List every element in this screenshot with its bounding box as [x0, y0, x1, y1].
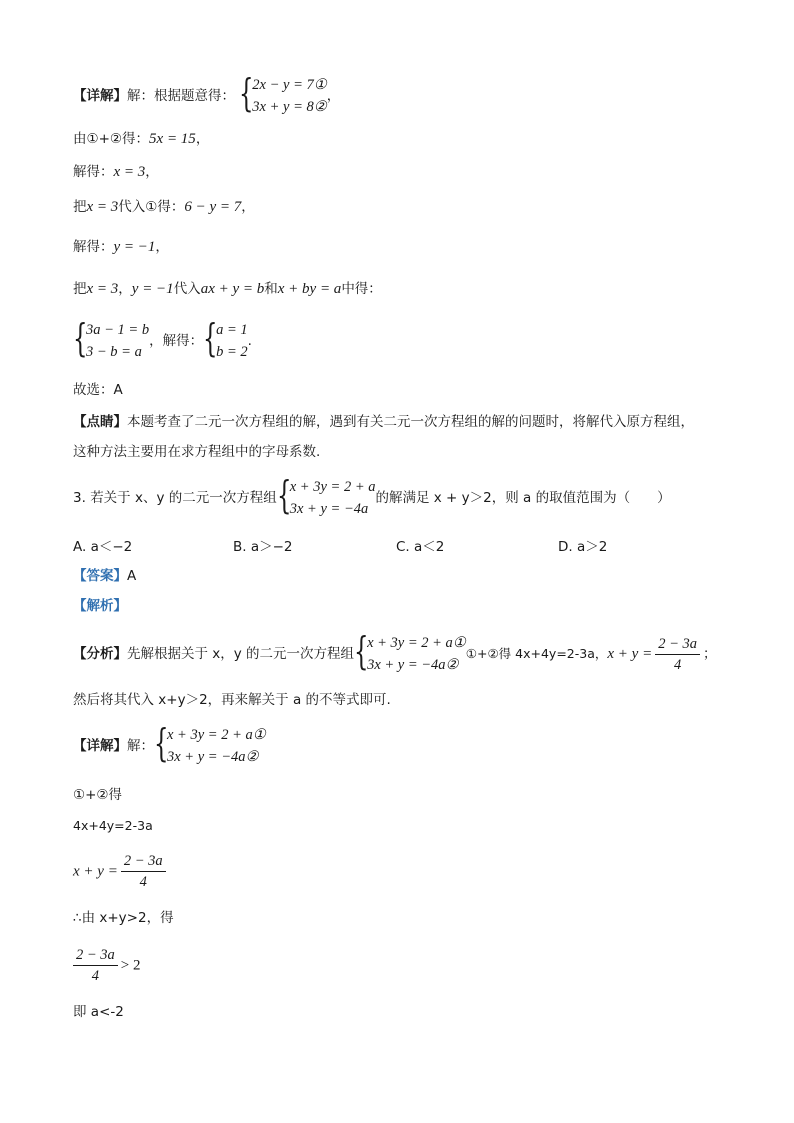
text: 把: [73, 199, 87, 215]
option-c: C. a＜2: [396, 539, 445, 555]
solve-text: ，解得：: [149, 333, 204, 349]
answer-value: A: [127, 568, 137, 584]
option-b: B. a＞−2: [233, 539, 293, 555]
step-substitute-ab-row: [73, 279, 382, 299]
answer-row: [73, 566, 136, 586]
detail-step-4: [73, 908, 174, 928]
step-fraction: [121, 852, 166, 891]
math: 6 − y = 7: [184, 199, 242, 215]
step-text: 4x+4y=2-3a: [73, 818, 153, 833]
comment-row-2: [73, 442, 320, 462]
step-rhs: > 2: [120, 957, 141, 974]
analysis-equation-system: { x + 3y = 2 + a① 3x + y = −4a②: [354, 632, 466, 676]
question-number: 3.: [73, 490, 86, 506]
equation: b = 2: [216, 344, 248, 360]
comma: ，: [326, 88, 341, 104]
equation-system-1: { 2x − y = 7① 3x + y = 8②: [239, 74, 326, 118]
detail-step-1: [73, 785, 122, 805]
period: .: [247, 333, 252, 349]
comment-text: 本题考查了二元一次方程组的解，遇到有关二元一次方程组的解的问题时，将解代入原方程组，: [127, 414, 694, 430]
detail-intro-row: [73, 71, 341, 118]
analysis-tag-row: [73, 596, 127, 616]
equation-system-2: { 3a − 1 = b 3 − b = a: [73, 319, 149, 363]
equation: x + 3y = 2 + a: [289, 479, 376, 495]
text: ，: [118, 281, 132, 297]
detail-equation-system: { x + 3y = 2 + a① 3x + y = −4a②: [154, 724, 266, 768]
analysis-text: 先解根据关于 x，y 的二元一次方程组: [127, 646, 355, 662]
step-text: 即 a<-2: [73, 1004, 124, 1020]
detail-tag: 【详解】: [73, 88, 127, 104]
step-add-row: [73, 129, 209, 149]
equation: x + 3y = 2 + a①: [367, 635, 466, 651]
step-solve-x-end: ，: [145, 164, 159, 180]
step-solve-x-row: [73, 162, 159, 182]
step-solve-x-math: x = 3: [113, 164, 146, 180]
denominator: 4: [673, 656, 682, 673]
comment-tag: 【点睛】: [73, 414, 127, 430]
detail-step-2: [73, 816, 153, 836]
analysis-text: 然后将其代入 x+y＞2，再来解关于 a 的不等式即可.: [73, 692, 391, 708]
step-fraction: [73, 946, 118, 985]
step-text: ∴由 x+y>2，得: [73, 910, 174, 926]
math: y = −1: [131, 281, 174, 297]
option-d: D. a＞2: [558, 539, 608, 555]
equation-2: 3x + y = 8②: [252, 99, 327, 115]
detail-intro: 解：根据题意得：: [127, 88, 235, 104]
text: 和: [264, 281, 278, 297]
detail-step-3: [73, 852, 169, 891]
equation: 3a − 1 = b: [86, 322, 150, 338]
step-solve-y-math: y = −1: [113, 239, 156, 255]
text: 中得：: [341, 281, 382, 297]
choice-text: 故选：A: [73, 382, 123, 398]
equation: 3 − b = a: [86, 344, 142, 360]
step-solve-y-row: [73, 237, 169, 257]
step-text: ①+②得: [73, 787, 123, 803]
text: 代入①得：: [118, 199, 185, 215]
answer-tag: 【答案】: [73, 568, 127, 584]
detail-2-row: [73, 721, 266, 768]
math: x = 3: [86, 199, 119, 215]
analysis-fraction: [655, 635, 700, 674]
equation: x + 3y = 2 + a①: [167, 727, 266, 743]
analysis-text: ；: [703, 646, 717, 662]
analysis-section-tag: 【分析】: [73, 646, 127, 662]
denominator: 4: [91, 968, 100, 984]
numerator: 2 − 3a: [655, 635, 700, 655]
question-stem-end: 的解满足 x + y＞2，则 a 的取值范围为（ ）: [375, 490, 671, 506]
equation: a = 1: [216, 322, 248, 338]
question-equation-system: { x + 3y = 2 + a 3x + y = −4a: [277, 476, 376, 520]
detail-step-5: [73, 946, 141, 985]
math: ax + y = b: [200, 281, 265, 297]
detail-tag: 【详解】: [73, 738, 127, 754]
text: 把: [73, 281, 87, 297]
text: ，: [241, 199, 255, 215]
step-solve-y-text: 解得：: [73, 239, 114, 255]
analysis-line-2: [73, 690, 391, 710]
text: 代入: [173, 281, 201, 297]
question-3-row: [73, 473, 671, 520]
option-a: A. a＜−2: [73, 539, 133, 555]
numerator: 2 − 3a: [73, 946, 118, 966]
step-solve-x-text: 解得：: [73, 164, 114, 180]
analysis-lhs: x + y =: [607, 646, 653, 662]
step-substitute-row: [73, 197, 255, 217]
equation: 3x + y = −4a: [289, 501, 369, 517]
systems-row: [73, 316, 252, 363]
comment-text: 这种方法主要用在求方程组中的字母系数.: [73, 444, 321, 460]
numerator: 2 − 3a: [121, 852, 166, 872]
step-add-math: 5x = 15: [149, 131, 196, 147]
step-add-text: 由①+②得：: [73, 131, 150, 147]
detail-step-6: [73, 1002, 124, 1022]
equation: 3x + y = −4a②: [167, 749, 259, 765]
math: x = 3: [86, 281, 119, 297]
question-stem: 若关于 x、y 的二元一次方程组: [90, 490, 277, 506]
comment-row-1: [73, 412, 694, 432]
analysis-text: ①+②得 4x+4y=2-3a，: [465, 646, 608, 661]
choice-row: [73, 380, 123, 400]
step-lhs: x + y =: [73, 863, 118, 880]
math: x + by = a: [277, 281, 342, 297]
equation: 3x + y = −4a②: [367, 657, 459, 673]
step-add-end: ，: [195, 131, 210, 147]
equation-1: 2x − y = 7①: [252, 77, 327, 93]
detail-intro: 解：: [127, 738, 154, 754]
analysis-row: [73, 629, 717, 676]
denominator: 4: [139, 874, 147, 890]
analysis-tag: 【解析】: [73, 598, 127, 614]
step-solve-y-end: ，: [155, 239, 169, 255]
equation-system-3: { a = 1 b = 2: [203, 319, 248, 363]
